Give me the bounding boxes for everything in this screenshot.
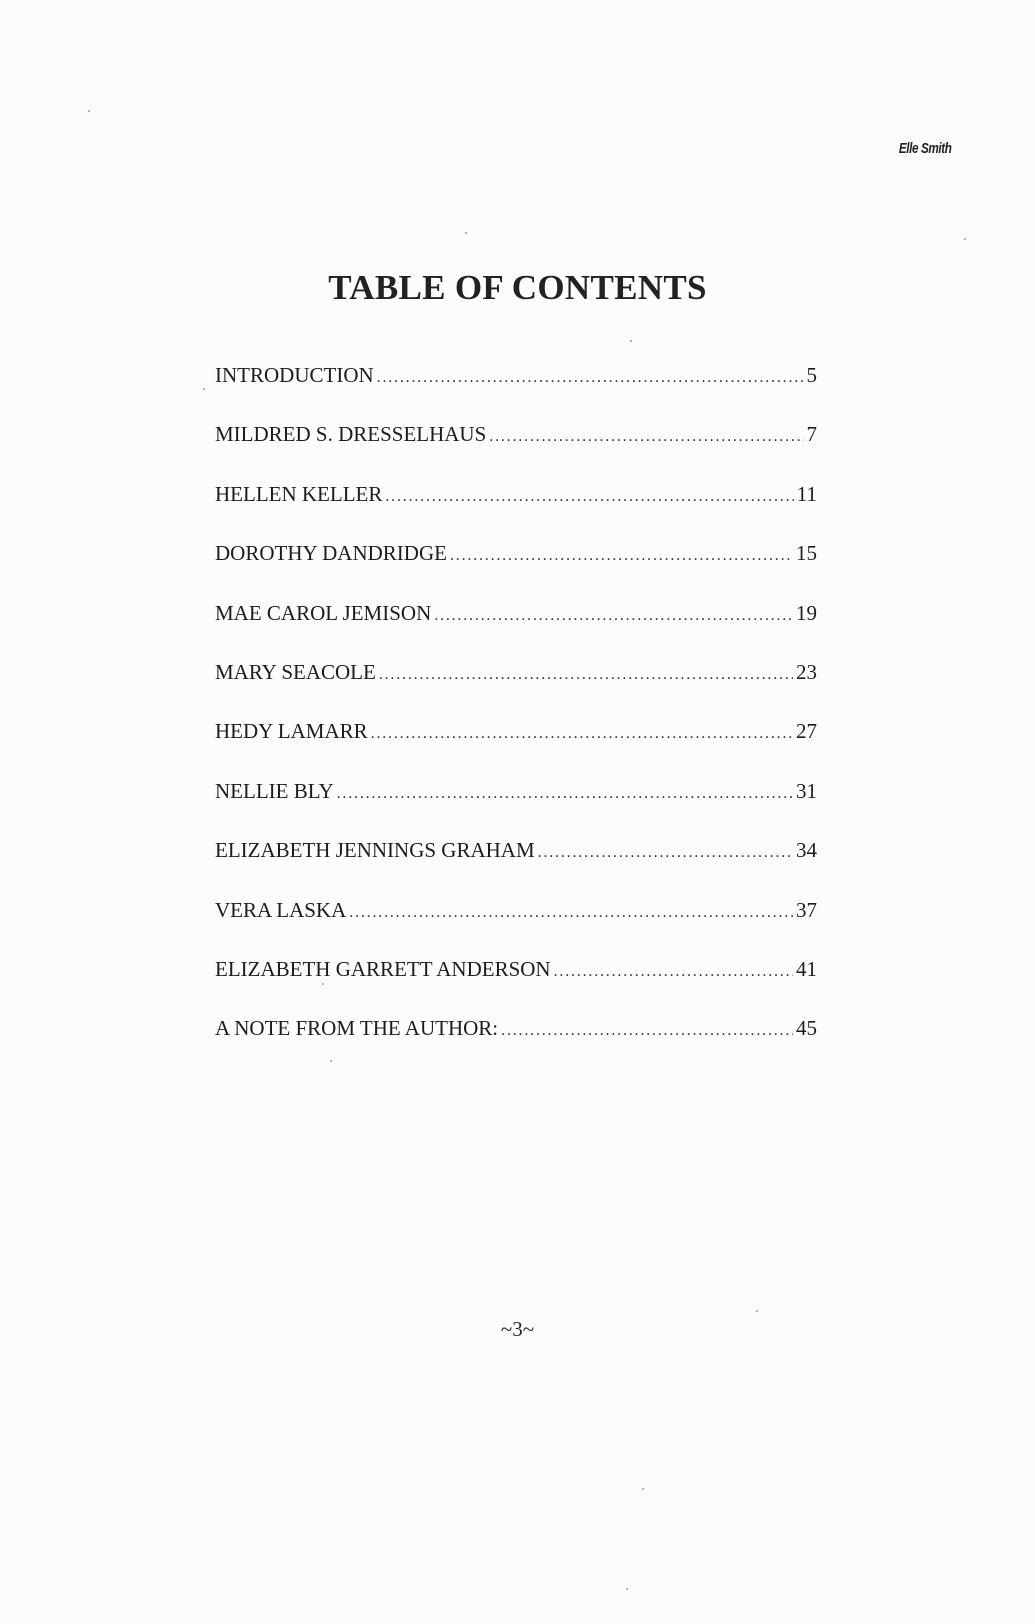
scan-speck (465, 232, 467, 234)
toc-entry-page: 5 (806, 363, 817, 387)
toc-entry-page: 45 (796, 1016, 817, 1041)
toc-entry-page: 37 (796, 897, 817, 922)
toc-entry-label: A NOTE FROM THE AUTHOR: (215, 1016, 499, 1041)
toc-entry-label: HEDY LAMARR (215, 719, 368, 744)
toc-entry-page: 34 (796, 838, 817, 863)
toc-leader-dots (434, 601, 793, 631)
scan-speck (630, 340, 632, 342)
scan-speck (642, 1488, 644, 1490)
toc-entry (215, 598, 817, 657)
toc-entry-page: 23 (796, 659, 817, 684)
toc-leader-dots (337, 779, 793, 809)
toc-entry (215, 895, 817, 954)
toc-entry (215, 419, 817, 478)
toc-title: TABLE OF CONTENTS (328, 268, 707, 307)
toc-entry (215, 835, 817, 894)
toc-entry-label: NELLIE BLY (215, 778, 334, 803)
toc-entry-label: DOROTHY DANDRIDGE (215, 541, 447, 566)
toc-entry (215, 776, 817, 835)
toc-leader-dots (554, 957, 793, 987)
toc-leader-dots (349, 898, 793, 928)
toc-entry-page: 19 (796, 600, 817, 625)
toc-leader-dots (385, 482, 793, 512)
toc-entry-page: 27 (796, 719, 817, 744)
toc-entry-label: HELLEN KELLER (215, 481, 383, 506)
toc-entry-page: 15 (796, 541, 817, 566)
toc-entry-label: MARY SEACOLE (215, 659, 376, 684)
toc-leader-dots (489, 422, 803, 452)
toc-entry (215, 1013, 817, 1072)
toc-leader-dots (371, 719, 793, 749)
toc-list (215, 360, 817, 1073)
toc-entry-label: ELIZABETH GARRETT ANDERSON (215, 956, 551, 981)
toc-entry-page: 31 (796, 778, 817, 803)
scan-speck (203, 388, 205, 390)
toc-entry-label: MAE CAROL JEMISON (215, 600, 432, 625)
scan-speck (330, 1060, 332, 1062)
toc-entry-page: 7 (806, 422, 817, 447)
toc-entry (215, 360, 817, 419)
page-number: ~3~ (500, 1317, 535, 1341)
toc-entry (215, 716, 817, 775)
toc-leader-dots (379, 660, 793, 690)
toc-entry (215, 657, 817, 716)
toc-entry (215, 538, 817, 597)
scan-speck (322, 983, 324, 985)
toc-entry-label: ELIZABETH JENNINGS GRAHAM (215, 838, 535, 863)
toc-entry-label: INTRODUCTION (215, 363, 374, 387)
toc-entry-page: 41 (796, 956, 817, 981)
scan-speck (88, 110, 90, 112)
toc-leader-dots (538, 838, 793, 868)
toc-leader-dots (501, 1016, 793, 1046)
scan-speck (964, 238, 966, 240)
toc-entry-page: 11 (796, 481, 817, 506)
scan-speck (626, 1588, 628, 1590)
toc-leader-dots (450, 541, 793, 571)
running-header: Elle Smith (899, 140, 952, 157)
toc-entry-label: MILDRED S. DRESSELHAUS (215, 422, 487, 447)
toc-entry (215, 479, 817, 538)
toc-entry-label: VERA LASKA (215, 897, 347, 922)
toc-entry (215, 954, 817, 1013)
toc-leader-dots (377, 363, 804, 393)
scan-speck (756, 1310, 758, 1312)
